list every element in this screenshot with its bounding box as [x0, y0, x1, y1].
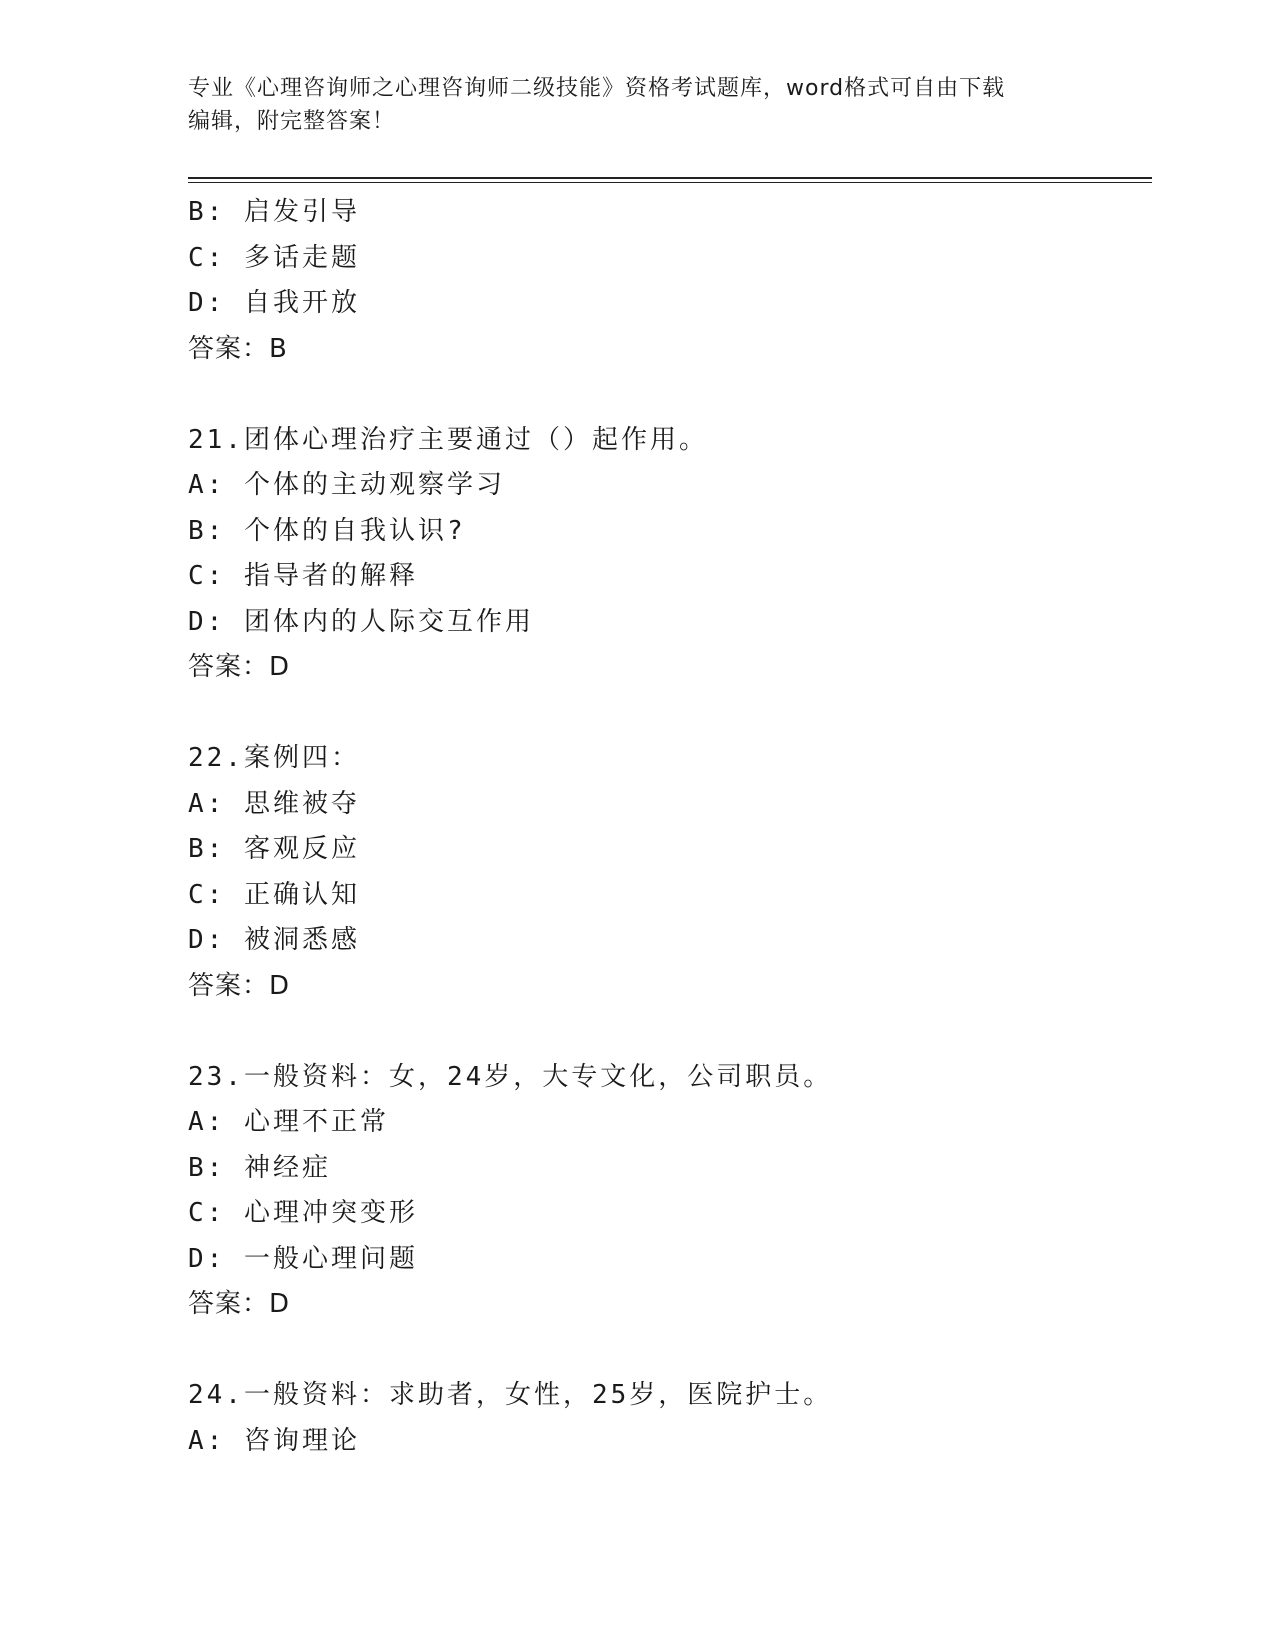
- option-d: D: 团体内的人际交互作用: [188, 606, 534, 637]
- answer-line: 答案：D: [188, 652, 291, 682]
- spacer: [188, 372, 1148, 418]
- question-24: [188, 1373, 1148, 1464]
- option-c: C: 指导者的解释: [188, 561, 418, 591]
- spacer: [188, 1328, 1148, 1374]
- header-divider-thick: [188, 177, 1152, 179]
- answer-line: 答案：D: [188, 1289, 291, 1319]
- option-c: C: 正确认知: [188, 879, 360, 910]
- option-b: B: 客观反应: [188, 834, 360, 864]
- question-stem: 23.一般资料：女，24岁，大专文化，公司职员。: [188, 1061, 833, 1092]
- option-a: A: 心理不正常: [188, 1107, 389, 1137]
- answer-line: 答案：D: [188, 970, 291, 1001]
- option-c: C: 多话走题: [188, 242, 360, 273]
- question-stem: 24.一般资料：求助者，女性，25岁，医院护士。: [188, 1380, 833, 1410]
- question-list: [188, 190, 1148, 1464]
- option-a: A: 个体的主动观察学习: [188, 470, 505, 500]
- document-header: [188, 72, 1088, 138]
- option-a: A: 思维被夺: [188, 788, 360, 819]
- option-b: B: 启发引导: [188, 197, 360, 227]
- option-a: A: 咨询理论: [188, 1425, 360, 1456]
- option-d: D: 一般心理问题: [188, 1243, 418, 1274]
- header-line-2: 编辑，附完整答案！: [188, 109, 396, 134]
- question-stem: 22.案例四：: [188, 743, 360, 773]
- spacer: [188, 1009, 1148, 1055]
- question-stem: 21.团体心理治疗主要通过（）起作用。: [188, 424, 708, 455]
- question-20-continuation: [188, 190, 1148, 372]
- option-c: C: 心理冲突变形: [188, 1198, 418, 1228]
- question-23: [188, 1055, 1148, 1328]
- question-22: [188, 736, 1148, 1009]
- answer-line: 答案：B: [188, 333, 288, 364]
- option-b: B: 个体的自我认识?: [188, 515, 466, 546]
- option-d: D: 被洞悉感: [188, 925, 360, 955]
- header-line-1: 专业《心理咨询师之心理咨询师二级技能》资格考试题库，word格式可自由下载: [188, 76, 1006, 101]
- question-21: [188, 418, 1148, 691]
- option-d: D: 自我开放: [188, 288, 360, 318]
- spacer: [188, 691, 1148, 737]
- header-divider-thin: [188, 182, 1152, 183]
- option-b: B: 神经症: [188, 1152, 331, 1183]
